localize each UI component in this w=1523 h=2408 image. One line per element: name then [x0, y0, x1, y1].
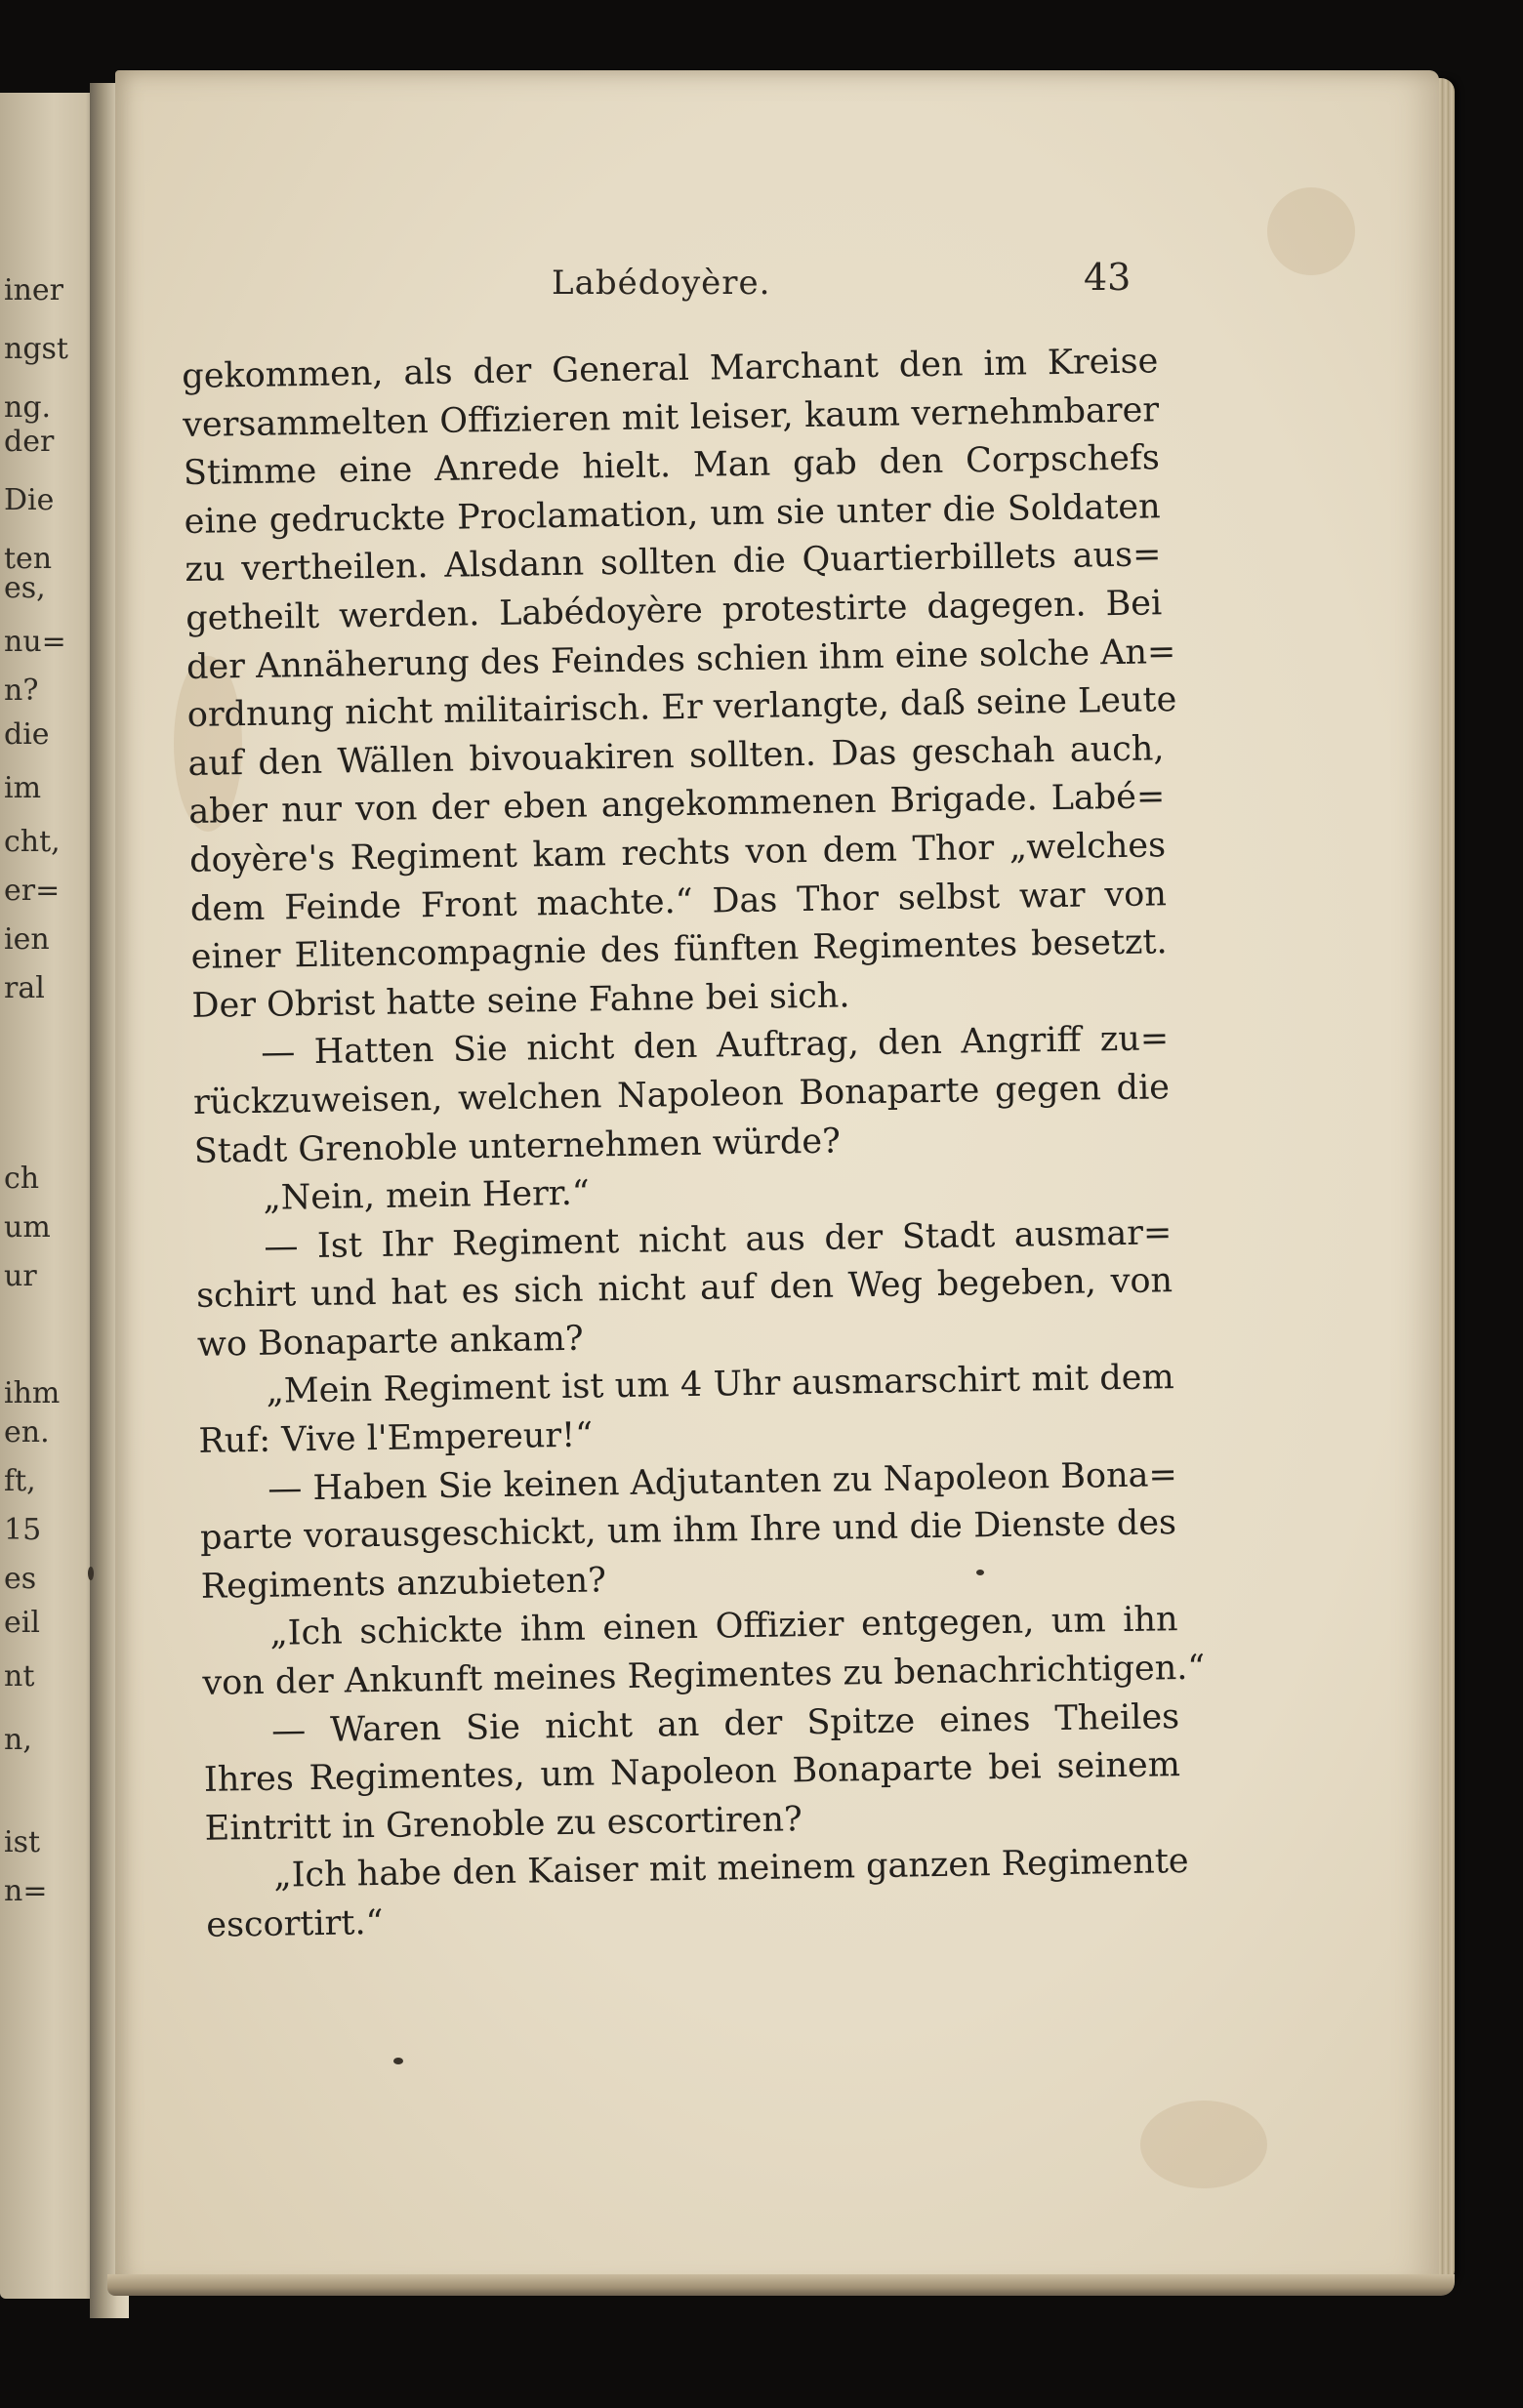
facing-page-fragment: ngst [4, 332, 68, 366]
page-number: 43 [1084, 256, 1132, 299]
facing-page-fragment: ur [4, 1259, 37, 1293]
ink-speck [976, 1570, 984, 1575]
text-line: wo Bonaparte ankam? [196, 1319, 584, 1365]
facing-page-fragment: n= [4, 1874, 48, 1908]
facing-page-fragment: es, [4, 571, 46, 605]
body-text [182, 338, 1206, 1950]
page-bottom-edge [107, 2274, 1455, 2296]
facing-page-fragment: Die [4, 483, 55, 517]
facing-page-fragment: ien [4, 922, 50, 957]
facing-page-fragment: eil [4, 1606, 40, 1640]
facing-page-fragment: iner [4, 273, 64, 307]
text-line: dem Feinde Front machte.“ Das Thor selbst war von [189, 874, 1168, 929]
text-line: Der Obrist hatte seine Fahne bei sich. [191, 976, 850, 1026]
facing-page-fragment: ch [4, 1162, 40, 1196]
facing-page-fragment: im [4, 771, 42, 805]
text-line: parte vorausgeschickt, um ihm Ihre und die Dienste des [199, 1503, 1177, 1559]
text-line: Regiments anzubieten? [200, 1561, 607, 1607]
facing-page-fragment: ten [4, 542, 53, 576]
text-line: ordnung nicht militairisch. Er verlangte, daß seine Leute [186, 680, 1177, 736]
ink-speck [393, 2058, 403, 2064]
facing-page-fragment: en. [4, 1415, 50, 1449]
text-line: doyère's Regiment kam rechts von dem Thor „welches [188, 826, 1167, 880]
text-line: auf den Wällen bivouakiren sollten. Das geschah auch, [187, 728, 1165, 784]
facing-page-fragment: ft, [4, 1464, 36, 1498]
text-line: — Ist Ihr Regiment nicht aus der Stadt ausmar= [264, 1212, 1173, 1267]
facing-page-fragment: es [4, 1562, 37, 1596]
text-line: „Ich habe den Kaiser mit meinem ganzen Regimente [273, 1842, 1189, 1897]
running-head: Labédoyère. [552, 264, 771, 303]
ink-speck [88, 1567, 94, 1580]
text-line: aber nur von der eben angekommenen Brigade. Labé= [188, 777, 1166, 833]
facing-page-fragment: der [4, 425, 55, 459]
text-line: der Annäherung des Feindes schien ihm eine solche An= [185, 632, 1176, 687]
text-line: schirt und hat es sich nicht auf den Weg begeben, von [195, 1261, 1173, 1317]
text-line: Eintritt in Grenoble zu escortiren? [204, 1800, 803, 1849]
facing-page-fragment: ral [4, 971, 45, 1005]
text-line: versammelten Offizieren mit leiser, kaum vernehmbarer [182, 389, 1160, 445]
text-line: zu vertheilen. Alsdann sollten die Quartierbillets aus= [185, 535, 1162, 591]
facing-page-fragment: n, [4, 1723, 32, 1757]
text-line: Stimme eine Anrede hielt. Man gab den Corpschefs [183, 438, 1161, 494]
text-line: — Haben Sie keinen Adjutanten zu Napoleon Bona= [267, 1454, 1178, 1509]
facing-page-fragment: die [4, 717, 50, 752]
text-line: Stadt Grenoble unternehmen würde? [193, 1122, 842, 1171]
text-line: Ihres Regimentes, um Napoleon Bonaparte bei seinem [203, 1745, 1181, 1801]
facing-page-fragment: n? [4, 673, 39, 708]
facing-page-fragment: 15 [4, 1513, 42, 1547]
facing-page-fragment: cht, [4, 825, 61, 859]
facing-page-fragment: ist [4, 1825, 41, 1859]
text-line: eine gedruckte Proclamation, um sie unter die Soldaten [184, 487, 1161, 542]
paper-stain [1267, 187, 1355, 275]
facing-page-edge [0, 93, 98, 2299]
text-line: „Nein, mein Herr.“ [263, 1173, 590, 1218]
text-line: — Waren Sie nicht an der Spitze eines Theiles [270, 1696, 1180, 1751]
facing-page-fragment: ihm [4, 1376, 61, 1410]
text-line: gekommen, als der General Marchant den im Kreise [182, 342, 1159, 396]
text-line: „Ich schickte ihm einen Offizier entgegen, um ihn [269, 1600, 1178, 1654]
text-line: getheilt werden. Labédoyère protestirte dagegen. Bei [185, 584, 1163, 638]
paper-stain [1140, 2101, 1267, 2188]
text-line: rückzuweisen, welchen Napoleon Bonaparte gegen die [192, 1068, 1171, 1122]
text-line: escortirt.“ [205, 1902, 384, 1945]
facing-page-fragment: er= [4, 874, 61, 908]
text-line: — Hatten Sie nicht den Auftrag, den Angriff zu= [260, 1019, 1170, 1074]
text-line: von der Ankunft meines Regimentes zu benachrichtigen.“ [202, 1648, 1206, 1703]
facing-page-fragment: nu= [4, 625, 66, 659]
facing-page-fragment: nt [4, 1659, 35, 1694]
facing-page-fragment: ng. [4, 390, 52, 425]
text-line: einer Elitencompagnie des fünften Regimentes besetzt. [190, 922, 1168, 978]
facing-page-fragment: um [4, 1210, 51, 1245]
text-line: Ruf: Vive l'Empereur!“ [198, 1415, 594, 1461]
text-line: „Mein Regiment ist um 4 Uhr ausmarschirt mit dem [266, 1358, 1174, 1412]
